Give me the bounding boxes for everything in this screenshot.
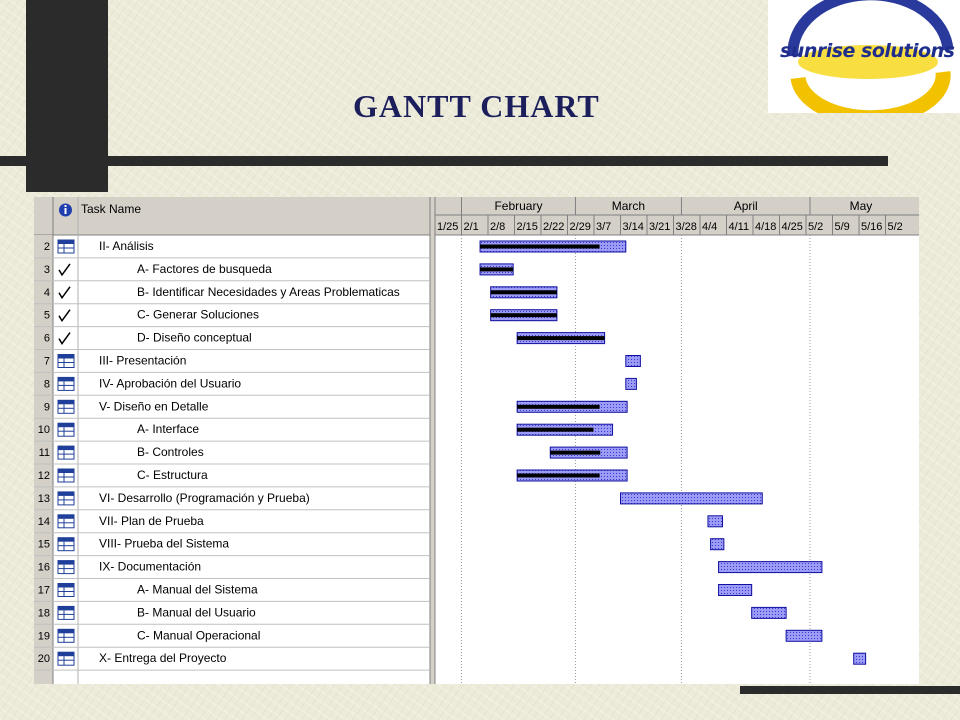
week-label: 3/14 xyxy=(622,221,644,233)
task-name: II- Análisis xyxy=(99,239,154,253)
row-id: 6 xyxy=(43,332,50,345)
week-label: 5/2 xyxy=(887,221,903,233)
progress-bar xyxy=(491,290,557,294)
week-label: 4/25 xyxy=(781,221,803,233)
month-label: April xyxy=(733,199,758,213)
gantt-bar[interactable] xyxy=(517,333,604,344)
gantt-bar[interactable] xyxy=(517,424,612,435)
task-name: B- Identificar Necesidades y Areas Problematicas xyxy=(137,284,400,299)
week-label: 2/1 xyxy=(463,221,479,233)
sunrise-solutions-logo xyxy=(768,0,960,113)
task-name: V- Diseño en Detalle xyxy=(99,399,209,414)
progress-bar xyxy=(517,474,599,478)
task-name: X- Entrega del Proyecto xyxy=(99,651,227,666)
task-name: VI- Desarrollo (Programación y Prueba) xyxy=(99,490,310,505)
table-indicator-icon xyxy=(58,652,74,665)
table-indicator-icon xyxy=(58,515,74,528)
row-id: 11 xyxy=(38,447,50,460)
gantt-bar[interactable] xyxy=(752,607,786,618)
gantt-bar[interactable] xyxy=(517,401,627,412)
row-id: 5 xyxy=(43,309,50,322)
week-label: 2/8 xyxy=(490,221,506,233)
week-label: 2/29 xyxy=(569,221,591,233)
table-indicator-icon xyxy=(58,446,74,459)
week-label: 2/22 xyxy=(543,221,565,233)
month-label: February xyxy=(494,199,543,213)
table-indicator-icon xyxy=(58,355,74,368)
week-label: 3/28 xyxy=(675,221,697,233)
progress-bar xyxy=(517,428,593,432)
progress-bar xyxy=(491,313,557,317)
task-name: B- Manual del Usuario xyxy=(137,605,256,620)
week-label: 3/7 xyxy=(596,221,612,233)
row-id: 18 xyxy=(37,607,50,620)
week-label: 2/15 xyxy=(516,221,538,233)
row-id: 2 xyxy=(43,241,50,253)
week-label: 4/4 xyxy=(702,221,718,233)
row-id: 3 xyxy=(43,263,50,276)
gantt-bar[interactable] xyxy=(626,356,641,367)
gantt-bar[interactable] xyxy=(711,539,724,550)
row-id: 12 xyxy=(37,470,50,482)
row-id: 10 xyxy=(37,424,50,437)
gantt-bar[interactable] xyxy=(517,470,627,481)
table-indicator-icon xyxy=(58,584,74,597)
table-indicator-icon xyxy=(58,423,74,436)
table-indicator-icon xyxy=(58,561,74,574)
gantt-bar[interactable] xyxy=(854,653,866,664)
task-name: A- Interface xyxy=(137,422,200,437)
task-name: IV- Aprobación del Usuario xyxy=(99,376,242,391)
month-label: May xyxy=(849,199,873,213)
week-label: 5/2 xyxy=(808,221,824,233)
table-indicator-icon xyxy=(58,469,74,482)
task-name: A- Manual del Sistema xyxy=(137,582,258,597)
table-chart-splitter[interactable] xyxy=(430,197,435,684)
gantt-bar[interactable] xyxy=(786,630,822,641)
gantt-bar[interactable] xyxy=(491,310,557,321)
table-indicator-icon xyxy=(58,240,74,253)
task-name-header: Task Name xyxy=(81,202,142,216)
row-id: 16 xyxy=(37,561,50,574)
task-name: C- Generar Soluciones xyxy=(137,307,260,322)
logo-text: sunrise solutions xyxy=(780,40,955,62)
gantt-bar[interactable] xyxy=(621,493,763,504)
task-name: C- Estructura xyxy=(137,468,208,482)
month-label: March xyxy=(611,199,646,213)
week-label: 5/9 xyxy=(834,221,850,233)
info-icon xyxy=(59,204,72,217)
table-indicator-icon xyxy=(58,400,74,413)
row-id: 17 xyxy=(37,584,50,597)
table-indicator-icon xyxy=(58,492,74,505)
week-label: 4/11 xyxy=(728,221,750,233)
task-name: A- Factores de busqueda xyxy=(137,261,272,276)
task-name: C- Manual Operacional xyxy=(137,628,261,643)
table-indicator-icon xyxy=(58,629,74,642)
task-name: VIII- Prueba del Sistema xyxy=(99,536,230,551)
task-name: IX- Documentación xyxy=(99,559,202,574)
row-id: 20 xyxy=(37,653,50,666)
gantt-bar[interactable] xyxy=(550,447,627,458)
task-name: D- Diseño conceptual xyxy=(137,330,252,345)
table-indicator-icon xyxy=(58,606,74,619)
row-id: 8 xyxy=(43,378,50,391)
gantt-bar[interactable] xyxy=(719,562,822,573)
progress-bar xyxy=(517,336,604,340)
progress-bar xyxy=(517,405,599,409)
row-id: 15 xyxy=(37,538,50,551)
row-id: 14 xyxy=(37,515,50,528)
progress-bar xyxy=(480,267,513,271)
gantt-bar[interactable] xyxy=(719,585,752,596)
table-indicator-icon xyxy=(58,377,74,390)
decorative-horizontal-rule xyxy=(0,156,888,166)
progress-bar xyxy=(480,245,600,249)
gantt-bar[interactable] xyxy=(708,516,723,527)
decorative-bottom-rule xyxy=(740,686,960,694)
row-id: 13 xyxy=(37,492,50,505)
week-label: 3/21 xyxy=(649,221,671,233)
week-label: 4/18 xyxy=(755,221,777,233)
row-id: 9 xyxy=(43,401,50,414)
gantt-bar[interactable] xyxy=(626,378,637,389)
week-label: 1/25 xyxy=(437,221,459,233)
task-name: III- Presentación xyxy=(99,353,187,368)
task-name: VII- Plan de Prueba xyxy=(99,513,204,528)
gantt-chart xyxy=(34,197,919,684)
row-id: 4 xyxy=(43,286,50,299)
page-title: GANTT CHART xyxy=(353,88,600,124)
task-name: B- Controles xyxy=(137,445,204,460)
gantt-bar[interactable] xyxy=(480,264,513,275)
progress-bar xyxy=(550,451,600,455)
row-id: 7 xyxy=(43,355,50,368)
table-indicator-icon xyxy=(58,538,74,551)
week-label: 5/16 xyxy=(861,221,883,233)
row-id: 19 xyxy=(37,630,50,643)
gantt-bar[interactable] xyxy=(480,241,626,252)
gantt-bar[interactable] xyxy=(491,287,557,298)
